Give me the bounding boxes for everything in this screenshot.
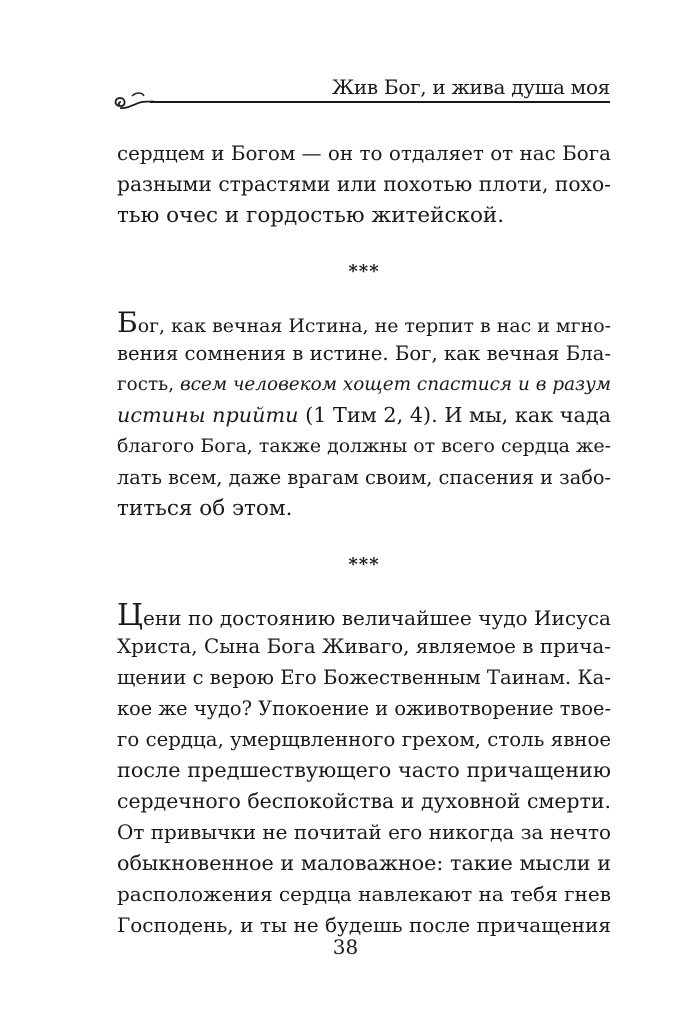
page-number: 38: [332, 935, 359, 959]
header-title: Жив Бог, и жива душа моя: [331, 75, 610, 99]
text-line: Бог, как вечная Истина, не терпит в нас и мгно-: [117, 306, 611, 339]
text-line: благого Бога, также должны от всего сердца же-: [117, 435, 611, 457]
text-line: лать всем, даже врагам своим, спасения и забо-: [117, 466, 611, 489]
text-line: сердцем и Богом — он то отдаляет от нас Бога: [117, 142, 611, 165]
section-separator: ***: [348, 261, 380, 282]
text-line: после предшествующего часто причащению: [117, 758, 611, 782]
running-header: [112, 74, 610, 114]
text-line: разными страстями или похотью плоти, похо-: [117, 172, 611, 196]
header-rule: [150, 101, 610, 103]
scripture-quote: всем человеком хощет спастися и в разум: [179, 374, 611, 395]
text-line: го сердца, умерщвленного грехом, столь явное: [117, 728, 611, 751]
drop-cap: Ц: [117, 598, 143, 633]
text-line: гость, всем человеком хощет спастися и в разум: [117, 374, 611, 395]
text-line: сердечного беспокойства и духовной смерти.: [117, 789, 611, 813]
paragraph: [117, 138, 611, 231]
text-line: обыкновенное и маловажное: такие мысли и: [117, 851, 611, 875]
text-line: истины прийти (1 Тим 2, 4). И мы, как чада: [117, 403, 611, 427]
text-line: расположения сердца навлекают на тебя гнев: [117, 882, 611, 906]
text-line: тью очес и гордостью житейской.: [117, 203, 505, 228]
section-separator: ***: [348, 554, 380, 575]
text-line: Господень, и ты не будешь после причащения: [117, 913, 611, 937]
text-line: щении с верою Его Божественным Таинам. Ка-: [117, 666, 611, 689]
text-line: Цени по достоянию величайшее чудо Иисуса: [117, 598, 611, 633]
text-line: титься об этом.: [117, 496, 293, 521]
scripture-quote: истины прийти: [117, 403, 299, 427]
drop-cap: Б: [117, 306, 138, 339]
paragraph: [117, 600, 611, 941]
text-line: Христа, Сына Бога Живаго, являемое в прича-: [117, 635, 611, 658]
swirl-ornament-icon: [112, 86, 156, 114]
paragraph: [117, 307, 611, 524]
text-line: кое же чудо? Упокоение и оживотворение твое-: [117, 697, 611, 720]
text-line: вения сомнения в истине. Бог, как вечная Бла-: [117, 342, 611, 365]
text-line: От привычки не почитай его никогда за нечто: [117, 821, 611, 844]
page-body: [117, 138, 611, 941]
